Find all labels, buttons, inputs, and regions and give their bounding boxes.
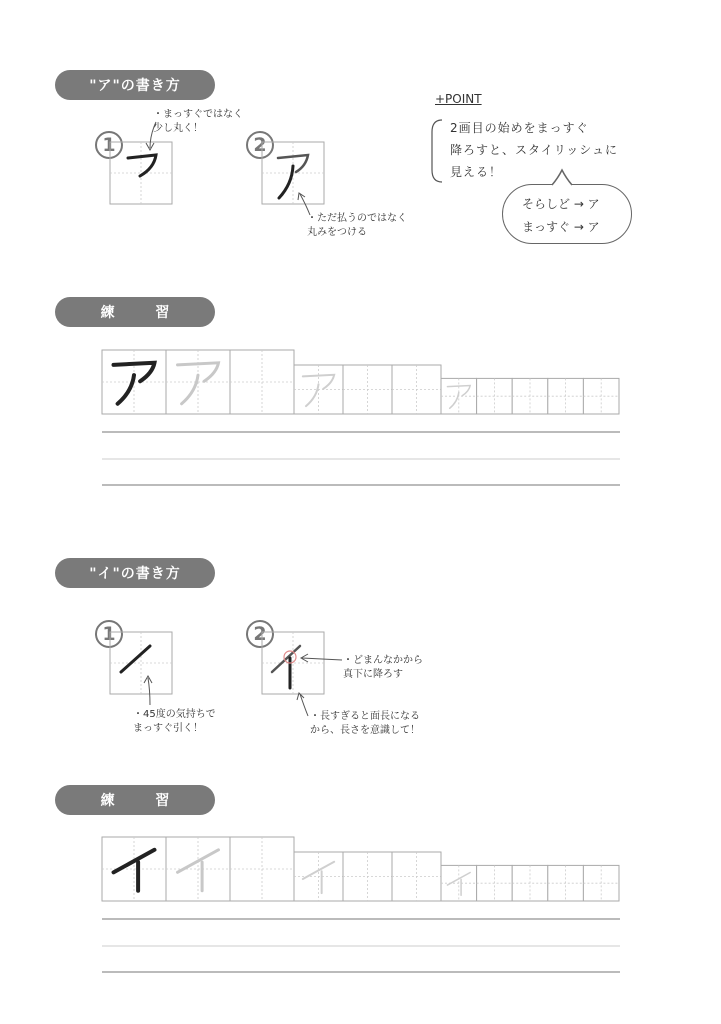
- section-a-header: "ア"の書き方: [55, 70, 215, 100]
- step-1-note: ・45度の気持ちで まっすぐ引く！: [133, 709, 216, 734]
- practice-grid-a: [102, 350, 620, 485]
- practice-i-header: 練 習: [55, 785, 215, 815]
- step-1-note: ・まっすぐではなく 少し丸く！: [153, 109, 243, 134]
- point-title: +POINT: [435, 92, 482, 106]
- arrow-icon: [302, 658, 342, 660]
- step-2-number: 2: [246, 131, 274, 159]
- comparison-line-2: まっすぐ → ア: [522, 220, 600, 234]
- a-stroke-2: [279, 166, 293, 198]
- section-i-header: "イ"の書き方: [55, 558, 215, 588]
- point-bracket: [432, 120, 442, 182]
- step-2-note: ・ただ払うのではなく 丸みをつける: [307, 213, 407, 238]
- step-1-number: 1: [95, 131, 123, 159]
- step-2-number: 2: [246, 620, 274, 648]
- comparison-line-1: そらしど → ア: [522, 197, 600, 211]
- step-2-note-b: ・長すぎると面長になる から、長さを意識して！: [310, 711, 420, 736]
- i-stroke-1: [121, 646, 150, 672]
- practice-grid-i: [102, 837, 620, 972]
- step-1-number: 1: [95, 620, 123, 648]
- step-2-note-a: ・どまんなかから 真下に降ろす: [343, 655, 423, 680]
- practice-a-header: 練 習: [55, 297, 215, 327]
- bubble-tail: [552, 170, 572, 185]
- point-text: 2画目の始めをまっすぐ 降ろすと、スタイリッシュに 見える！: [450, 121, 619, 179]
- arrow-icon: [148, 678, 150, 705]
